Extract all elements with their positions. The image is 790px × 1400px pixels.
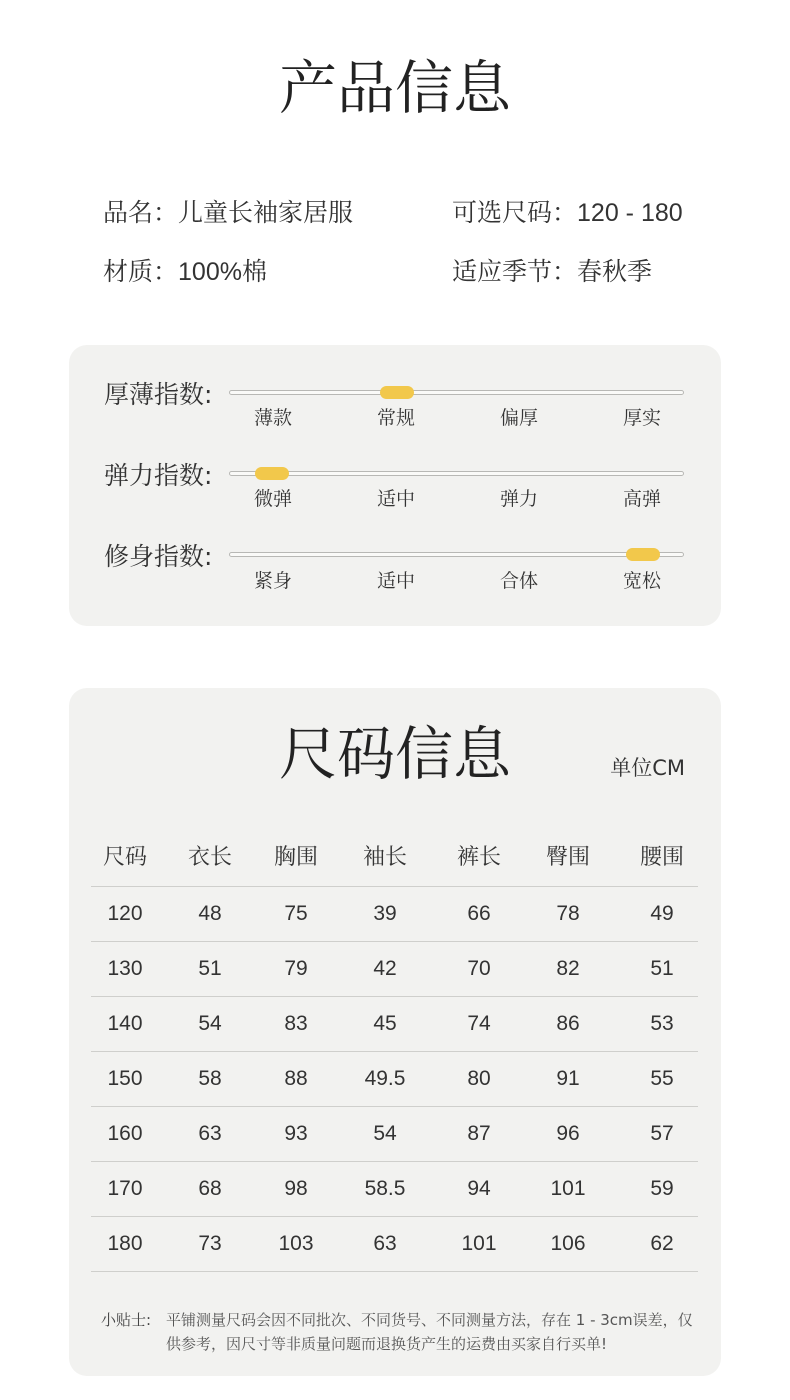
table-cell: 51 xyxy=(650,957,674,980)
table-cell: 70 xyxy=(467,957,491,980)
thickness-index-track xyxy=(229,390,684,395)
fit-option: 紧身 xyxy=(253,570,292,592)
table-cell: 63 xyxy=(198,1122,222,1145)
header-size: 尺码 xyxy=(102,845,147,870)
header-waist: 腰围 xyxy=(639,845,684,870)
table-cell: 160 xyxy=(107,1122,143,1145)
table-cell: 98 xyxy=(284,1177,308,1200)
table-cell: 48 xyxy=(198,902,222,925)
fit-index-track xyxy=(229,552,684,557)
header-sleeve: 袖长 xyxy=(362,845,407,870)
header-length: 衣长 xyxy=(187,845,232,870)
table-cell: 45 xyxy=(373,1012,397,1035)
table-cell: 101 xyxy=(461,1232,497,1255)
table-row xyxy=(91,996,698,1051)
thickness-option: 偏厚 xyxy=(499,407,538,429)
size-table-header xyxy=(91,833,698,886)
table-cell: 73 xyxy=(198,1232,222,1255)
size-table-body xyxy=(91,886,698,1272)
table-cell: 96 xyxy=(556,1122,580,1145)
season xyxy=(452,255,652,289)
table-cell: 150 xyxy=(107,1067,143,1090)
fit-option: 宽松 xyxy=(622,570,661,592)
table-cell: 75 xyxy=(284,902,308,925)
season-value: 春秋季 xyxy=(577,257,653,286)
available-sizes-value: 120 - 180 xyxy=(577,199,683,227)
elasticity-option: 微弹 xyxy=(253,488,292,510)
header-pants-length: 裤长 xyxy=(456,845,501,870)
elasticity-option: 高弹 xyxy=(622,488,661,510)
material xyxy=(103,255,267,289)
table-cell: 39 xyxy=(373,902,397,925)
table-cell: 101 xyxy=(550,1177,586,1200)
table-row xyxy=(91,1216,698,1272)
elasticity-index-marker xyxy=(255,467,289,480)
table-cell: 140 xyxy=(107,1012,143,1035)
available-sizes xyxy=(452,196,683,230)
size-info-card xyxy=(69,688,721,1376)
page-title: 产品信息 xyxy=(278,54,511,122)
table-cell: 180 xyxy=(107,1232,143,1255)
table-cell: 63 xyxy=(373,1232,397,1255)
table-cell: 91 xyxy=(556,1067,580,1090)
thickness-index-label: 厚薄指数: xyxy=(104,380,213,409)
table-cell: 54 xyxy=(198,1012,222,1035)
table-cell: 59 xyxy=(650,1177,674,1200)
table-cell: 79 xyxy=(284,957,308,980)
table-cell: 120 xyxy=(107,902,143,925)
elasticity-index-track xyxy=(229,471,684,476)
table-cell: 103 xyxy=(278,1232,314,1255)
table-cell: 80 xyxy=(467,1067,491,1090)
table-row xyxy=(91,1051,698,1106)
thickness-option: 薄款 xyxy=(253,407,292,429)
elasticity-option: 适中 xyxy=(376,488,415,510)
fit-option: 适中 xyxy=(376,570,415,592)
material-label: 材质： xyxy=(103,257,179,286)
material-value: 100%棉 xyxy=(178,258,267,286)
fit-index-label: 修身指数: xyxy=(104,542,213,571)
size-table xyxy=(91,833,698,1272)
elasticity-index-label: 弹力指数: xyxy=(104,461,213,490)
thickness-index-marker xyxy=(380,386,414,399)
table-cell: 54 xyxy=(373,1122,397,1145)
table-cell: 42 xyxy=(373,957,397,980)
table-cell: 57 xyxy=(650,1122,674,1145)
table-cell: 130 xyxy=(107,957,143,980)
table-cell: 62 xyxy=(650,1232,674,1255)
tip-label: 小贴士: xyxy=(101,1311,152,1329)
table-cell: 86 xyxy=(556,1012,580,1035)
table-cell: 94 xyxy=(467,1177,491,1200)
table-cell: 49.5 xyxy=(364,1067,406,1090)
table-cell: 66 xyxy=(467,902,491,925)
elasticity-option: 弹力 xyxy=(499,488,538,510)
season-label: 适应季节： xyxy=(452,257,578,286)
table-row xyxy=(91,941,698,996)
table-row xyxy=(91,886,698,941)
size-table-title: 尺码信息 xyxy=(278,720,511,788)
fit-index-marker xyxy=(626,548,660,561)
thickness-option: 常规 xyxy=(376,407,415,429)
header-hip: 臀围 xyxy=(545,845,590,870)
table-cell: 88 xyxy=(284,1067,308,1090)
table-cell: 170 xyxy=(107,1177,143,1200)
product-name-label: 品名： xyxy=(103,198,179,227)
table-cell: 87 xyxy=(467,1122,491,1145)
table-cell: 49 xyxy=(650,902,674,925)
table-cell: 82 xyxy=(556,957,580,980)
table-cell: 78 xyxy=(556,902,580,925)
table-row xyxy=(91,1161,698,1216)
available-sizes-label: 可选尺码： xyxy=(452,198,578,227)
table-cell: 53 xyxy=(650,1012,674,1035)
header-chest: 胸围 xyxy=(273,845,318,870)
size-unit: 单位CM xyxy=(610,756,685,780)
fit-option: 合体 xyxy=(499,570,538,592)
table-cell: 58.5 xyxy=(364,1177,406,1200)
table-cell: 68 xyxy=(198,1177,222,1200)
table-row xyxy=(91,1106,698,1161)
table-cell: 74 xyxy=(467,1012,491,1035)
table-cell: 106 xyxy=(550,1232,586,1255)
table-cell: 58 xyxy=(198,1067,222,1090)
fabric-index-card xyxy=(69,345,721,626)
table-cell: 51 xyxy=(198,957,222,980)
thickness-option: 厚实 xyxy=(622,407,661,429)
table-cell: 83 xyxy=(284,1012,308,1035)
table-cell: 93 xyxy=(284,1122,308,1145)
tip-text: 平铺测量尺码会因不同批次、不同货号、不同测量方法，存在 1 - 3cm误差，仅供参考，因尺寸等非质量问题而退换货产生的运费由买家自行买单! xyxy=(166,1311,693,1353)
product-name-value: 儿童长袖家居服 xyxy=(178,198,354,227)
product-name xyxy=(103,196,353,230)
table-cell: 55 xyxy=(650,1067,674,1090)
